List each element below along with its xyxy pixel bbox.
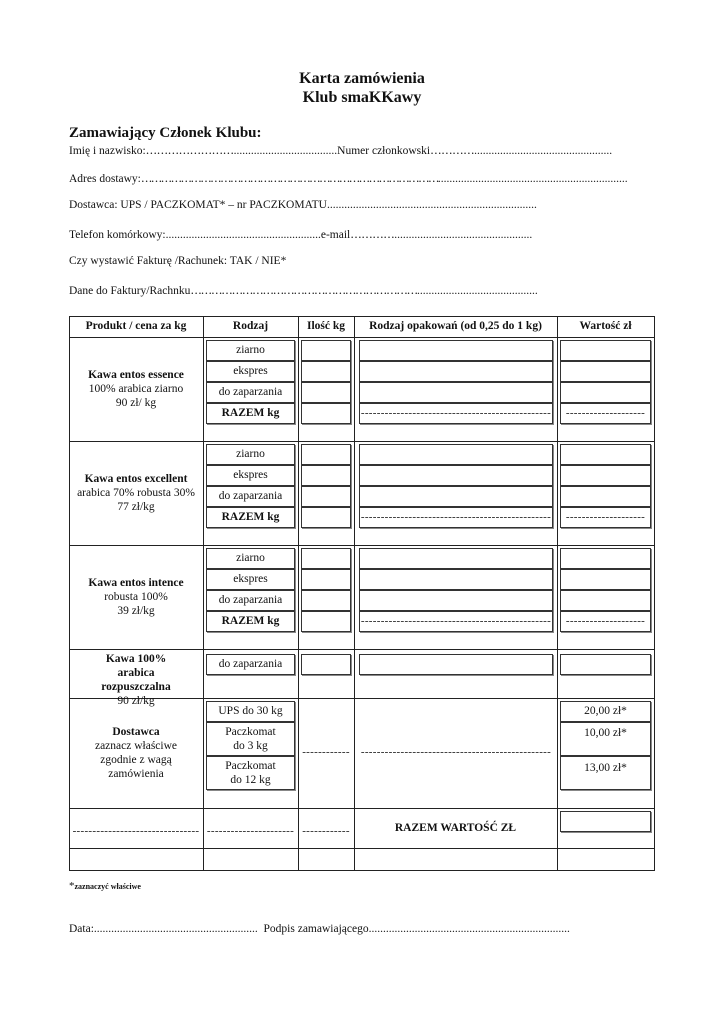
- dash-line: ------------------------------------------------: [360, 511, 552, 523]
- quantity-total-input[interactable]: [301, 507, 351, 528]
- quantity-input[interactable]: [301, 590, 351, 611]
- kind-option[interactable]: [206, 654, 295, 675]
- product-cell: [69, 576, 203, 618]
- email-dots-2: ................................................: [394, 229, 533, 241]
- value-input[interactable]: [560, 361, 651, 382]
- total-kg-label: [206, 507, 295, 528]
- footnote: [69, 880, 141, 892]
- dash-line: ------------------------------------------------: [360, 746, 552, 758]
- value-input[interactable]: [560, 590, 651, 611]
- sign-label: Podpis zamawiającego: [263, 923, 369, 935]
- kind-label: ekspres: [233, 469, 268, 481]
- product-desc: arabica 70% robusta 30%: [77, 487, 195, 499]
- quantity-input[interactable]: [301, 654, 351, 675]
- kind-option[interactable]: [206, 569, 295, 590]
- invoice-data-label: Dane do Faktury/Rachnku: [69, 285, 191, 297]
- value-total: [560, 507, 651, 528]
- total-kg-text: RAZEM kg: [221, 615, 280, 627]
- kind-label: do zaparzania: [218, 594, 283, 606]
- delivery-price-text: 20,00 zł*: [584, 705, 627, 717]
- kind-option[interactable]: [206, 548, 295, 569]
- product-price: 77 zł/kg: [117, 501, 155, 513]
- dash-line: ----------------------: [206, 825, 295, 837]
- order-table: [69, 316, 655, 871]
- packaging-total: [359, 507, 553, 528]
- product-desc: 100% arabica ziarno: [88, 383, 184, 395]
- packaging-input[interactable]: [359, 569, 553, 590]
- dash-line: --------------------: [565, 615, 646, 627]
- product-price: 90 zł/ kg: [115, 397, 157, 409]
- kind-label: ekspres: [233, 573, 268, 585]
- delivery-line[interactable]: [69, 199, 537, 211]
- phone-dots: ......................................................: [165, 229, 321, 241]
- delivery-option-label: UPS do 30 kg: [218, 705, 283, 717]
- kind-label: do zaparzania: [218, 658, 283, 670]
- product-cell: [69, 472, 203, 514]
- kind-label: do zaparzania: [218, 490, 283, 502]
- product-price: 39 zł/kg: [117, 605, 155, 617]
- delivery-name: Dostawca: [112, 726, 160, 738]
- packaging-total: [359, 611, 553, 632]
- sign-dots: ......................................................................: [368, 923, 570, 935]
- header-product: Produkt / cena za kg: [85, 320, 187, 332]
- value-input[interactable]: [560, 486, 651, 507]
- packaging-input[interactable]: [359, 444, 553, 465]
- product-name: Kawa entos excellent: [84, 473, 188, 485]
- product-name: Kawa entos intence: [88, 577, 184, 589]
- name-line[interactable]: [69, 143, 612, 157]
- invoice-data-line[interactable]: [69, 283, 538, 297]
- footnote-text: zaznaczyć właściwe: [74, 882, 141, 891]
- product-cell: [69, 652, 203, 708]
- packaging-input[interactable]: [359, 654, 553, 675]
- value-total: [560, 403, 651, 424]
- packaging-input[interactable]: [359, 548, 553, 569]
- packaging-input[interactable]: [359, 382, 553, 403]
- value-input[interactable]: [560, 340, 651, 361]
- quantity-input[interactable]: [301, 548, 351, 569]
- email-label: e-mail: [320, 229, 351, 241]
- quantity-input[interactable]: [301, 444, 351, 465]
- packaging-total: [359, 403, 553, 424]
- quantity-input[interactable]: [301, 569, 351, 590]
- total-kg-text: RAZEM kg: [221, 511, 280, 523]
- delivery-label: Dostawca: UPS / PACZKOMAT* – nr PACZKOMATU: [69, 199, 327, 211]
- delivery-price-paczkomat-12[interactable]: [560, 756, 651, 790]
- date-dots: .........................................................: [93, 923, 258, 935]
- quantity-input[interactable]: [301, 361, 351, 382]
- packaging-input[interactable]: [359, 340, 553, 361]
- delivery-option-ups[interactable]: [206, 701, 295, 722]
- product-cell: [69, 368, 203, 410]
- quantity-total-input[interactable]: [301, 611, 351, 632]
- delivery-desc: zaznacz właściwe zgodnie z wagą zamówienia: [94, 740, 178, 780]
- kind-option[interactable]: [206, 361, 295, 382]
- value-input[interactable]: [560, 444, 651, 465]
- kind-label: ziarno: [236, 448, 265, 460]
- header-quantity: Ilość kg: [306, 320, 346, 332]
- kind-option[interactable]: [206, 444, 295, 465]
- kind-option[interactable]: [206, 486, 295, 507]
- value-input[interactable]: [560, 465, 651, 486]
- quantity-input[interactable]: [301, 486, 351, 507]
- total-value-label: RAZEM WARTOŚĆ ZŁ: [394, 822, 517, 834]
- delivery-price-text: 10,00 zł*: [584, 727, 627, 739]
- footnote-star: *: [69, 880, 75, 892]
- member-label: Numer członkowski: [337, 145, 431, 157]
- address-label: Adres dostawy:: [69, 173, 141, 185]
- dash-line: ------------------------------------------------: [360, 615, 552, 627]
- name-label: Imię i nazwisko:: [69, 145, 146, 157]
- dash-line: --------------------: [565, 407, 646, 419]
- delivery-price-ups[interactable]: [560, 701, 651, 722]
- kind-option[interactable]: [206, 590, 295, 611]
- product-name: Kawa entos essence: [88, 369, 184, 381]
- delivery-option-label: Paczkomat do 12 kg: [225, 760, 276, 786]
- packaging-input[interactable]: [359, 486, 553, 507]
- address-dots-2: ..................................................................: [437, 173, 628, 185]
- dash-line: ------------: [302, 825, 350, 837]
- total-kg-label: [206, 611, 295, 632]
- quantity-input[interactable]: [301, 340, 351, 361]
- phone-label: Telefon komórkowy:: [69, 229, 166, 241]
- member-dots: …………: [430, 143, 475, 157]
- delivery-option-paczkomat-3[interactable]: [206, 722, 295, 756]
- product-price: 90 zł/kg: [117, 695, 155, 707]
- address-dots: ………………………………………………………………………………: [140, 171, 438, 185]
- value-input[interactable]: [560, 569, 651, 590]
- dash-line: --------------------: [565, 511, 646, 523]
- product-name: Kawa 100% arabica rozpuszczalna: [101, 653, 171, 693]
- page-subtitle: Klub smaKKawy: [302, 89, 422, 106]
- invoice-question[interactable]: Czy wystawić Fakturę /Rachunek: TAK / NIE*: [69, 255, 287, 267]
- total-kg-text: RAZEM kg: [221, 407, 280, 419]
- footer-line[interactable]: [69, 923, 570, 935]
- quantity-total-input[interactable]: [301, 403, 351, 424]
- name-dots-2: ....................................: [233, 145, 338, 157]
- phone-line[interactable]: [69, 227, 532, 241]
- packaging-input[interactable]: [359, 590, 553, 611]
- product-desc: robusta 100%: [104, 591, 168, 603]
- invoice-dots-2: ..........................................: [416, 285, 538, 297]
- header-value: Wartość zł: [579, 320, 632, 332]
- value-total: [560, 611, 651, 632]
- delivery-dots: .........................................................................: [326, 199, 537, 211]
- header-packaging: Rodzaj opakowań (od 0,25 do 1 kg): [369, 320, 542, 332]
- packaging-input[interactable]: [359, 361, 553, 382]
- date-label: Data:: [69, 923, 94, 935]
- quantity-input[interactable]: [301, 382, 351, 403]
- dash-line: ------------------------------------------------: [360, 407, 552, 419]
- delivery-option-paczkomat-12[interactable]: [206, 756, 295, 790]
- header-kind: Rodzaj: [232, 320, 269, 332]
- delivery-price-paczkomat-3[interactable]: [560, 722, 651, 756]
- email-dots: …………: [350, 227, 395, 241]
- packaging-input[interactable]: [359, 465, 553, 486]
- delivery-price-text: 13,00 zł*: [584, 762, 627, 774]
- kind-label: ziarno: [236, 552, 265, 564]
- member-dots-2: ................................................: [474, 145, 613, 157]
- value-input[interactable]: [560, 548, 651, 569]
- kind-option[interactable]: [206, 340, 295, 361]
- kind-option[interactable]: [206, 382, 295, 403]
- value-input[interactable]: [560, 382, 651, 403]
- total-kg-label: [206, 403, 295, 424]
- name-dots: ……………………: [145, 143, 234, 157]
- page-title: Karta zamówienia: [299, 70, 425, 87]
- invoice-dots: …………………………………………………………: [190, 283, 417, 297]
- address-line[interactable]: [69, 171, 628, 185]
- delivery-option-label: Paczkomat do 3 kg: [225, 726, 276, 752]
- kind-label: do zaparzania: [218, 386, 283, 398]
- total-value-input[interactable]: [560, 811, 651, 832]
- quantity-input[interactable]: [301, 465, 351, 486]
- kind-option[interactable]: [206, 465, 295, 486]
- kind-label: ekspres: [233, 365, 268, 377]
- dash-line: ------------: [302, 746, 350, 758]
- dash-line: --------------------------------: [72, 825, 200, 837]
- section-header: Zamawiający Członek Klubu:: [69, 125, 262, 141]
- kind-label: ziarno: [236, 344, 265, 356]
- value-input[interactable]: [560, 654, 651, 675]
- delivery-cell: [69, 725, 203, 781]
